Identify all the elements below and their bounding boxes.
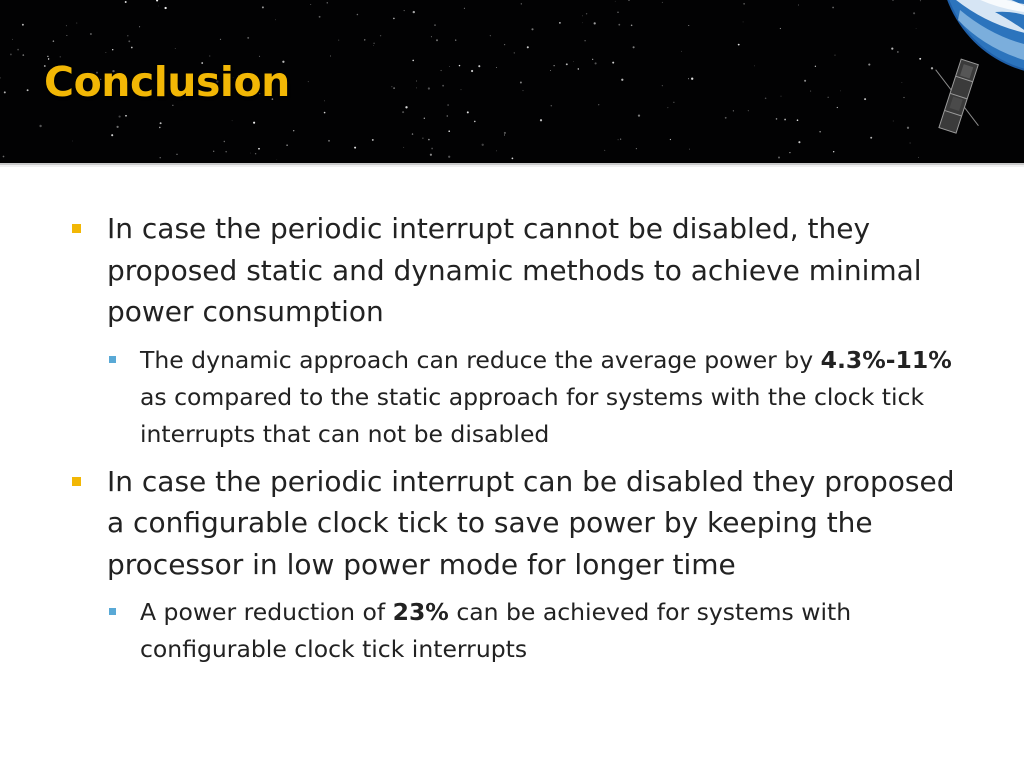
earth-globe-image [940, 0, 1024, 75]
header-divider-shadow [0, 165, 1024, 167]
star-dot [328, 140, 330, 142]
star-dot [253, 122, 255, 124]
star-dot [66, 25, 67, 26]
star-dot [308, 81, 309, 82]
star-dot [662, 85, 663, 86]
star-dot [891, 48, 893, 50]
star-dot [402, 111, 404, 113]
star-dot [286, 144, 288, 146]
star-dot [798, 141, 800, 143]
star-dot [798, 5, 799, 6]
star-dot [156, 0, 158, 2]
star-dot [617, 12, 619, 14]
star-dot [868, 64, 870, 66]
star-dot [176, 154, 177, 155]
star-dot [521, 3, 522, 4]
star-dot [748, 110, 749, 111]
star-dot [119, 116, 121, 118]
star-dot [209, 56, 210, 57]
star-dot [127, 35, 128, 36]
star-dot [0, 77, 1, 78]
star-dot [789, 152, 790, 153]
star-dot [662, 2, 663, 3]
star-dot [837, 107, 838, 108]
star-dot [504, 132, 506, 134]
star-dot [504, 44, 505, 45]
star-dot [604, 150, 605, 151]
star-dot [380, 35, 381, 36]
star-dot [47, 56, 48, 57]
star-dot [160, 122, 162, 124]
star-dot [442, 85, 444, 87]
star-dot [364, 39, 365, 40]
star-dot [262, 6, 264, 8]
star-dot [391, 86, 392, 87]
star-dot [213, 151, 214, 152]
star-dot [220, 39, 221, 40]
star-dot [566, 63, 568, 65]
sub-bullet-text-before: A power reduction of [140, 598, 393, 626]
star-dot [449, 66, 450, 67]
star-dot [765, 98, 767, 100]
spacer [72, 453, 972, 461]
star-dot [931, 67, 933, 69]
star-dot [668, 107, 669, 108]
star-dot [738, 44, 740, 46]
star-dot [327, 2, 328, 3]
star-dot [428, 87, 430, 89]
sub-bullet-text-before: The dynamic approach can reduce the average power by [140, 345, 821, 374]
star-dot [10, 53, 12, 55]
star-dot [22, 24, 24, 26]
star-dot [131, 47, 133, 49]
star-dot [633, 46, 635, 48]
star-dot [612, 62, 614, 64]
star-dot [175, 48, 176, 49]
star-dot [440, 70, 441, 71]
star-dot [496, 67, 497, 68]
star-dot [907, 127, 909, 129]
star-dot [90, 33, 92, 35]
sub-bullet-highlight: 23% [392, 598, 449, 626]
bullet-text: In case the periodic interrupt cannot be disabled, they proposed static and dynamic methods to achieve minimal power consumption [107, 212, 922, 328]
star-dot [527, 46, 529, 48]
star-dot [598, 104, 599, 105]
star-dot [636, 148, 637, 149]
star-dot [416, 81, 417, 82]
star-dot [804, 80, 806, 82]
star-dot [594, 22, 596, 24]
star-dot [578, 68, 579, 69]
star-dot [573, 61, 574, 62]
star-dot [828, 97, 829, 98]
star-dot [551, 105, 552, 106]
star-dot [584, 40, 585, 41]
star-dot [431, 148, 433, 150]
star-dot [139, 26, 140, 27]
star-dot [310, 4, 311, 5]
star-dot [275, 19, 276, 20]
star-dot [743, 21, 744, 22]
star-dot [754, 66, 755, 67]
star-dot [743, 3, 744, 4]
star-dot [540, 119, 542, 121]
star-dot [459, 65, 460, 66]
star-dot [448, 156, 450, 158]
star-dot [490, 35, 491, 36]
star-dot [250, 153, 251, 154]
star-dot [595, 62, 597, 64]
sub-bullet-item [109, 594, 972, 668]
star-dot [393, 18, 395, 20]
star-dot [512, 158, 514, 160]
star-dot [461, 89, 462, 90]
star-dot [111, 134, 113, 136]
star-dot [116, 126, 118, 128]
star-dot [688, 25, 689, 26]
star-dot [258, 148, 260, 150]
star-dot [673, 102, 674, 103]
star-dot [17, 49, 19, 51]
star-dot [53, 40, 55, 42]
star-dot [430, 154, 432, 156]
star-dot [776, 118, 778, 120]
star-dot [688, 78, 689, 79]
star-dot [482, 144, 484, 146]
star-dot [319, 16, 321, 18]
star-dot [638, 114, 640, 116]
star-dot [819, 131, 820, 132]
star-dot [12, 39, 13, 40]
star-dot [582, 16, 583, 17]
star-dot [496, 151, 497, 152]
star-dot [412, 133, 413, 134]
bullet-item [72, 208, 972, 333]
star-dot [276, 159, 277, 160]
star-dot [39, 125, 41, 127]
star-dot [125, 1, 127, 3]
star-dot [125, 115, 127, 117]
star-dot [815, 66, 816, 67]
star-dot [464, 8, 465, 9]
star-dot [780, 28, 781, 29]
square-sub-bullet-icon [109, 356, 116, 363]
star-dot [431, 36, 432, 37]
star-dot [405, 106, 407, 108]
star-dot [864, 98, 866, 100]
star-dot [670, 139, 671, 140]
star-dot [523, 90, 524, 91]
star-dot [832, 7, 834, 9]
header-banner [0, 0, 1024, 163]
sub-bullet-text-after: as compared to the static approach for systems with the clock tick interrupts that can not be disabled [140, 382, 925, 448]
bullet-text: In case the periodic interrupt can be disabled they proposed a configurable clock tick to save power by keeping the processor in low power mode for longer time [107, 464, 955, 581]
star-dot [797, 119, 799, 121]
slide-body [72, 208, 972, 668]
star-dot [436, 39, 438, 41]
star-dot [422, 138, 423, 139]
star-dot [4, 91, 6, 93]
star-dot [618, 139, 619, 140]
star-dot [112, 49, 113, 50]
star-dot [159, 127, 161, 129]
star-dot [733, 110, 734, 111]
star-dot [531, 28, 533, 30]
star-dot [550, 70, 551, 71]
star-dot [224, 141, 225, 142]
star-dot [373, 42, 375, 44]
star-dot [160, 157, 161, 158]
star-dot [919, 58, 921, 60]
slide-title: Conclusion [44, 58, 290, 106]
star-dot [478, 65, 480, 67]
star-dot [259, 56, 260, 57]
star-dot [893, 121, 894, 122]
star-dot [324, 101, 325, 102]
square-bullet-icon [72, 224, 81, 233]
star-dot [128, 40, 130, 42]
star-dot [810, 91, 811, 92]
star-dot [582, 22, 583, 23]
star-dot [903, 97, 904, 98]
star-dot [22, 54, 24, 56]
star-dot [448, 130, 450, 132]
star-dot [338, 40, 339, 41]
star-dot [27, 89, 29, 91]
sub-bullet-highlight: 4.3%-11% [820, 345, 952, 374]
star-dot [255, 153, 256, 154]
star-dot [916, 28, 917, 29]
bullet-item [72, 461, 972, 586]
star-dot [781, 96, 782, 97]
star-dot [428, 139, 430, 141]
star-dot [681, 51, 682, 52]
star-dot [324, 112, 326, 114]
star-dot [920, 0, 921, 1]
star-dot [158, 6, 159, 7]
star-dot [892, 0, 893, 1]
star-dot [471, 70, 473, 72]
star-dot [226, 151, 227, 152]
star-dot [840, 91, 841, 92]
star-dot [559, 22, 561, 24]
sub-bullet-text-after: can be achieved for systems with configurable clock tick interrupts [140, 598, 852, 663]
star-dot [373, 45, 374, 46]
star-dot [504, 134, 505, 135]
star-dot [474, 121, 476, 123]
star-dot [586, 13, 587, 14]
star-dot [455, 39, 456, 40]
star-dot [76, 23, 77, 24]
star-dot [434, 24, 435, 25]
star-dot [330, 56, 331, 57]
star-dot [897, 51, 898, 52]
star-dot [72, 141, 73, 142]
star-dot [404, 10, 405, 11]
star-dot [520, 82, 522, 84]
star-dot [467, 111, 469, 113]
star-dot [629, 0, 630, 1]
star-dot [689, 149, 690, 150]
star-dot [592, 59, 593, 60]
star-dot [412, 60, 414, 62]
satellite-image [919, 53, 996, 139]
star-dot [870, 137, 872, 139]
star-dot [403, 147, 404, 148]
star-dot [631, 25, 633, 27]
star-dot [66, 35, 67, 36]
star-dot [902, 82, 903, 83]
star-dot [3, 156, 5, 158]
star-dot [164, 7, 166, 9]
star-dot [424, 118, 425, 119]
star-dot [918, 157, 919, 158]
square-bullet-icon [72, 477, 81, 486]
star-dot [833, 151, 834, 152]
star-dot [691, 78, 693, 80]
star-dot [416, 88, 417, 89]
star-dot [247, 37, 249, 39]
star-dot [615, 1, 616, 2]
star-dot [834, 55, 835, 56]
star-dot [554, 65, 555, 66]
star-dot [447, 115, 448, 116]
star-dot [447, 104, 449, 106]
star-dot [621, 79, 623, 81]
star-dot [354, 147, 356, 149]
star-dot [106, 52, 107, 53]
star-dot [618, 24, 620, 26]
star-dot [232, 120, 233, 121]
sub-bullet-item [109, 342, 972, 453]
square-sub-bullet-icon [109, 608, 116, 615]
star-dot [725, 117, 727, 119]
star-dot [293, 130, 294, 131]
star-dot [372, 139, 374, 141]
star-dot [413, 11, 415, 13]
star-dot [357, 14, 359, 16]
star-dot [778, 157, 780, 159]
star-dot [393, 87, 395, 89]
star-dot [514, 52, 515, 53]
star-dot [913, 12, 915, 14]
star-dot [910, 142, 911, 143]
star-dot [620, 139, 621, 140]
star-dot [784, 119, 786, 121]
